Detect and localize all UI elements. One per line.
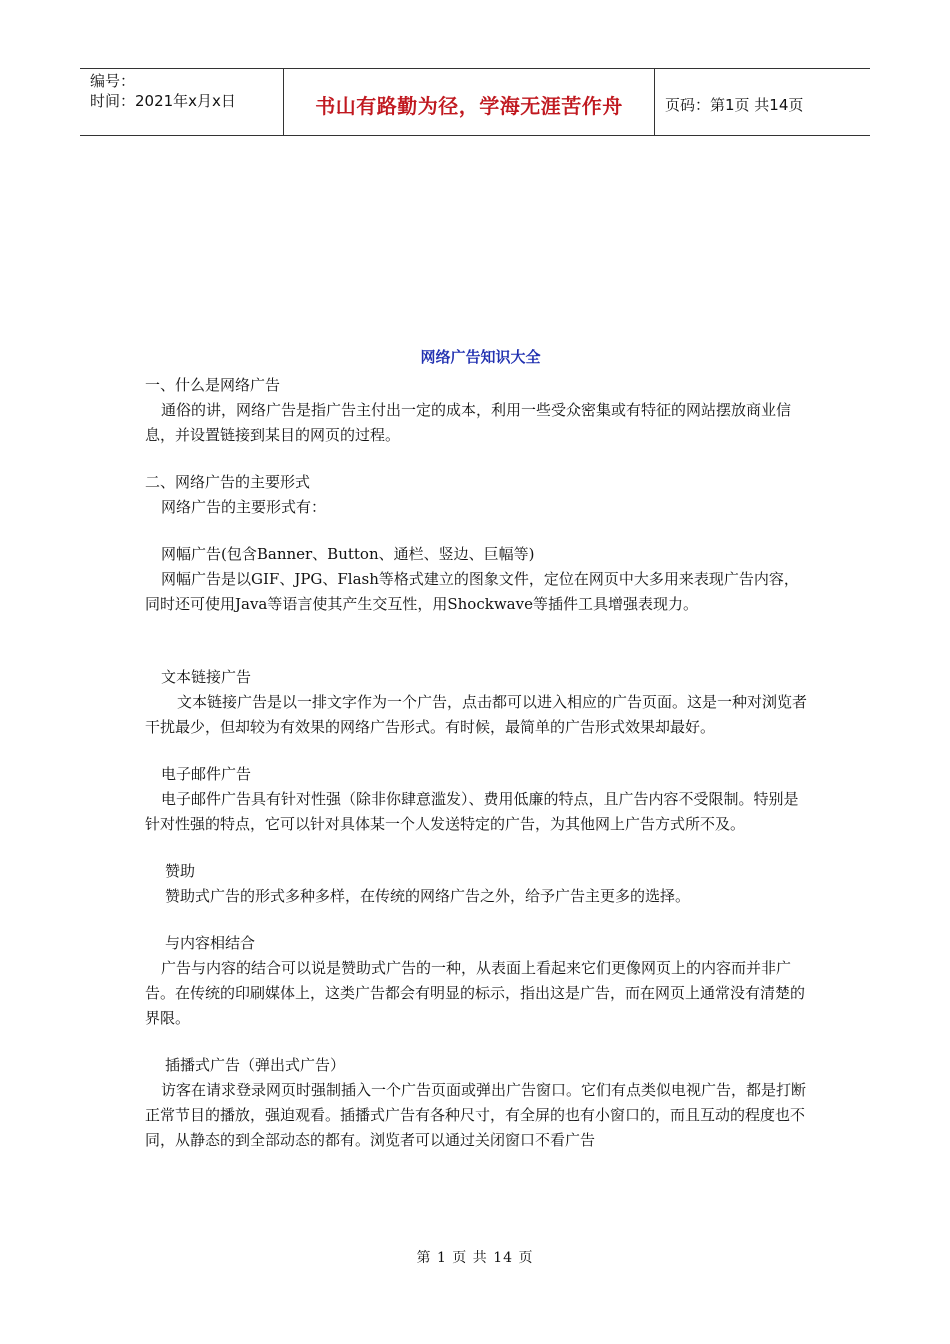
time-label: 时间：2021年x月x日 xyxy=(90,92,236,110)
paragraph: 网络广告的主要形式有： xyxy=(161,498,327,516)
paragraph: 电子邮件广告具有针对性强（除非你肆意滥发）、费用低廉的特点，且广告内容不受限制。特别是针对性强的特点，它可以针对具体某一个人发送特定的广告，为其他网上广告方式所不及。 xyxy=(145,790,799,833)
header-page-code: 页码：第1页 共14页 xyxy=(665,95,804,114)
number-label: 编号： xyxy=(90,72,136,90)
paragraph: 访客在请求登录网页时强制插入一个广告页面或弹出广告窗口。它们有点类似电视广告，都是打断正常节目的播放，强迫观看。插播式广告有各种尺寸，有全屏的也有小窗口的，而且互动的程度也不同，从静态的到全部动态的都有。浏览者可以通过关闭窗口不看广告 xyxy=(145,1081,807,1149)
paragraph: 通俗的讲，网络广告是指广告主付出一定的成本，利用一些受众密集或有特征的网站摆放商业信息，并设置链接到某目的网页的过程。 xyxy=(145,401,792,444)
paragraph: 赞助式广告的形式多种多样，在传统的网络广告之外，给予广告主更多的选择。 xyxy=(165,887,691,905)
page-footer: 第 1 页 共 14 页 xyxy=(416,1250,534,1266)
section-heading: 一、什么是网络广告 xyxy=(145,376,281,394)
header-meta xyxy=(80,69,283,135)
subsection-heading: 插播式广告（弹出式广告） xyxy=(165,1056,346,1074)
document-title: 网络广告知识大全 xyxy=(420,348,541,366)
subsection-heading: 电子邮件广告 xyxy=(161,765,252,783)
document-body xyxy=(145,345,810,1153)
section-heading: 二、网络广告的主要形式 xyxy=(145,473,311,491)
subsection-heading: 文本链接广告 xyxy=(161,668,252,686)
subsection-heading: 与内容相结合 xyxy=(165,934,256,952)
paragraph: 广告与内容的结合可以说是赞助式广告的一种，从表面上看起来它们更像网页上的内容而并非广告。在传统的印刷媒体上，这类广告都会有明显的标示，指出这是广告，而在网页上通常没有清楚的界限。 xyxy=(145,959,806,1027)
paragraph: 网幅广告是以GIF、JPG、Flash等格式建立的图象文件，定位在网页中大多用来表现广告内容，同时还可使用Java等语言使其产生交互性，用Shockwave等插件工具增强表现力。 xyxy=(145,570,799,613)
subsection-heading: 赞助 xyxy=(165,862,196,880)
document-header xyxy=(80,68,870,136)
header-motto: 书山有路勤为径，学海无涯苦作舟 xyxy=(283,69,655,135)
subsection-heading: 网幅广告(包含Banner、Button、通栏、竖边、巨幅等) xyxy=(161,545,535,563)
paragraph: 文本链接广告是以一排文字作为一个广告，点击都可以进入相应的广告页面。这是一种对浏览者干扰最少，但却较为有效果的网络广告形式。有时候，最简单的广告形式效果却最好。 xyxy=(145,693,808,736)
